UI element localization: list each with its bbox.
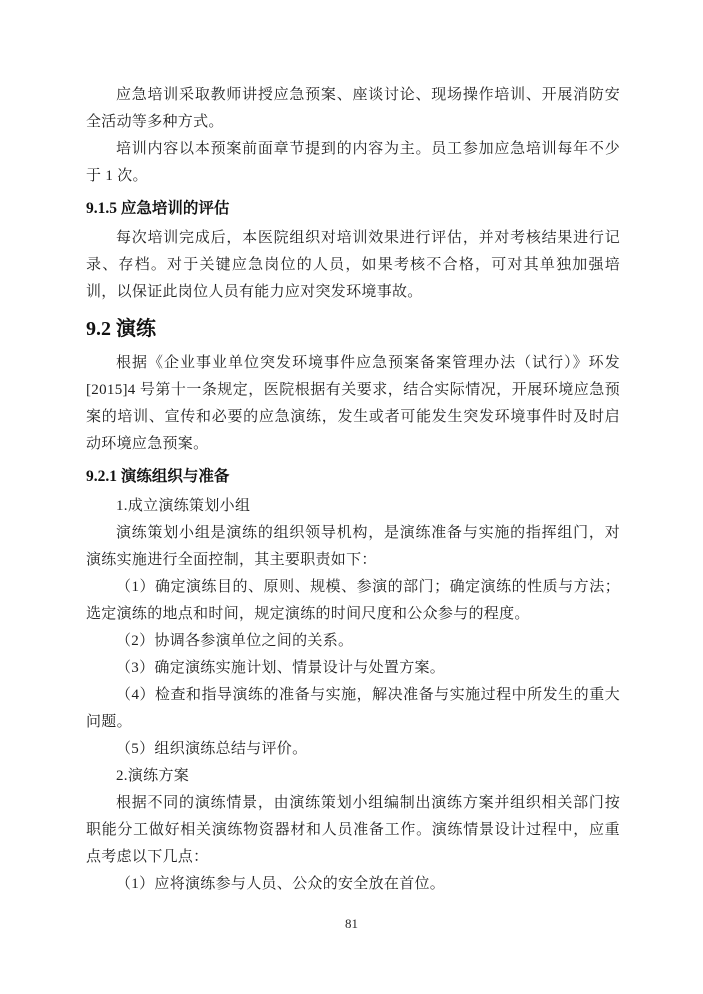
list-item-duty-1: （1）确定演练目的、原则、规模、参演的部门；确定演练的性质与方法；选定演练的地点和时间，规定演练的时间尺度和公众参与的程度。 xyxy=(86,579,620,622)
list-item-duty-2: （2）协调各参演单位之间的关系。 xyxy=(116,633,354,649)
list-item-scenario-1: （1）应将演练参与人员、公众的安全放在首位。 xyxy=(116,876,446,892)
section-heading-9-2-1: 9.2.1 演练组织与准备 xyxy=(86,468,230,485)
list-item-duty-5: （5）组织演练总结与评价。 xyxy=(116,741,308,757)
paragraph-drill-basis: 根据《企业事业单位突发环境事件应急预案备案管理办法（试行）》环发[2015]4 号第十一条规定，医院根据有关要求，结合实际情况，开展环境应急预案的培训、宣传和必要的应急演练，发生或者可能发生突发环境事件时及时启动环境应急预案。 xyxy=(86,355,620,452)
paragraph-drill-scheme-desc: 根据不同的演练情景，由演练策划小组编制出演练方案并组织相关部门按职能分工做好相关演练物资器材和人员准备工作。演练情景设计过程中，应重点考虑以下几点： xyxy=(86,795,620,865)
paragraph-training-content: 培训内容以本预案前面章节提到的内容为主。员工参加应急培训每年不少于 1 次。 xyxy=(86,141,620,184)
section-heading-9-2: 9.2 演练 xyxy=(86,318,156,340)
paragraph-training-evaluation: 每次培训完成后，本医院组织对培训效果进行评估，并对考核结果进行记录、存档。对于关键应急岗位的人员，如果考核不合格，可对其单独加强培训，以保证此岗位人员有能力应对突发环境事故。 xyxy=(86,230,620,300)
section-heading-9-1-5: 9.1.5 应急培训的评估 xyxy=(86,200,230,217)
list-item-duty-4: （4）检查和指导演练的准备与实施，解决准备与实施过程中所发生的重大问题。 xyxy=(86,687,620,730)
paragraph-drill-scheme-title: 2.演练方案 xyxy=(116,768,190,784)
paragraph-drill-planning-group-title: 1.成立演练策划小组 xyxy=(116,498,251,514)
paragraph-training-methods: 应急培训采取教师讲授应急预案、座谈讨论、现场操作培训、开展消防安全活动等多种方式。 xyxy=(86,87,620,130)
paragraph-drill-planning-group-desc: 演练策划小组是演练的组织领导机构，是演练准备与实施的指挥组门，对演练实施进行全面控制，其主要职责如下： xyxy=(86,525,620,568)
page-number: 81 xyxy=(345,916,358,931)
list-item-duty-3: （3）确定演练实施计划、情景设计与处置方案。 xyxy=(116,660,446,676)
